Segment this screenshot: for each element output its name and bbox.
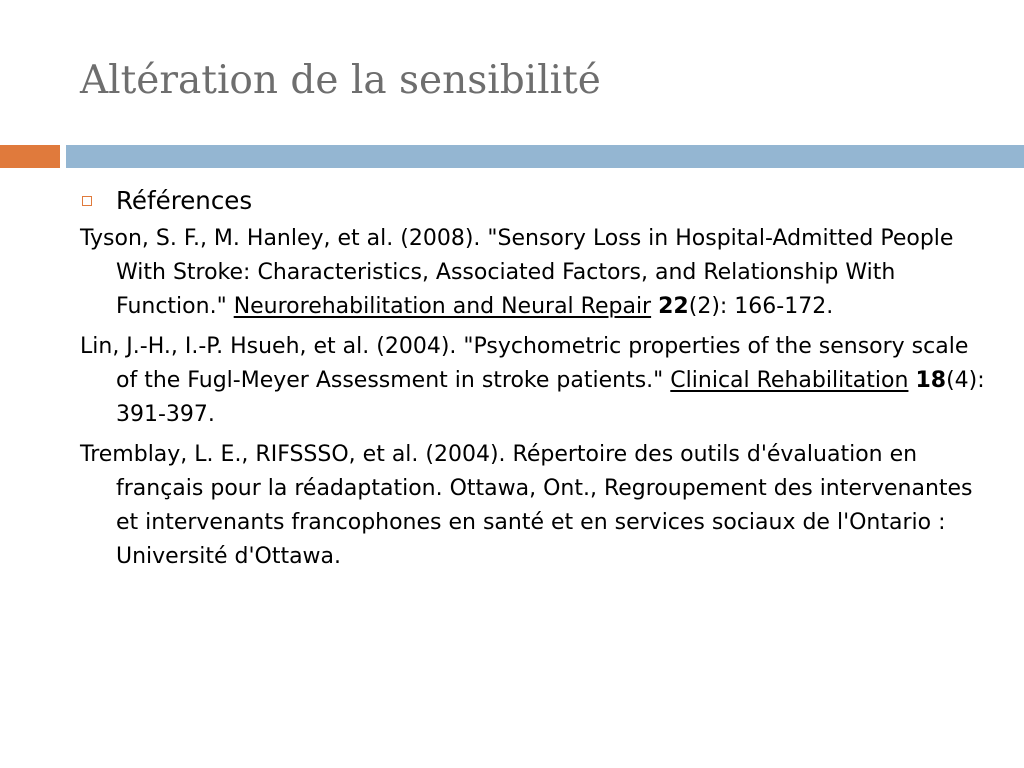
reference-volume: 18 [915, 368, 947, 393]
reference-issue-pages: (2): 166-172. [688, 294, 834, 319]
reference-lin-2004 [80, 330, 990, 432]
reference-issue-pages: (4): 391-397. [116, 368, 985, 427]
reference-authors-title: Tyson, S. F., M. Hanley, et al. (2008). "Sensory Loss in Hospital-Admitted People With Stroke: Characteristics, Associated Factors, and Relationship With Function." [80, 226, 954, 319]
reference-authors-title: Lin, J.-H., I.-P. Hsueh, et al. (2004). "Psychometric properties of the sensory scale of the Fugl-Meyer Assessment in stroke patients." [80, 334, 969, 393]
slide-title: Altération de la sensibilité [80, 58, 601, 103]
bullet-label: Références [116, 186, 253, 215]
reference-tyson-2008 [80, 222, 990, 324]
accent-bar-orange [0, 145, 60, 168]
reference-tremblay-2004 [80, 438, 990, 574]
square-bullet-icon [82, 196, 92, 206]
slide-content [80, 182, 990, 580]
reference-volume: 22 [658, 294, 689, 319]
bullet-item-references [80, 182, 990, 222]
reference-journal: Clinical Rehabilitation [670, 368, 909, 393]
reference-journal: Neurorehabilitation and Neural Repair [233, 294, 652, 319]
reference-text: Tremblay, L. E., RIFSSSO, et al. (2004). Répertoire des outils d'évaluation en français pour la réadaptation. Ottawa, Ont., Regroupement des intervenantes et intervenants francophones en santé et en services sociaux de l'Ontario : Université d'Ottawa. [80, 442, 973, 569]
accent-bar-blue [66, 145, 1024, 168]
